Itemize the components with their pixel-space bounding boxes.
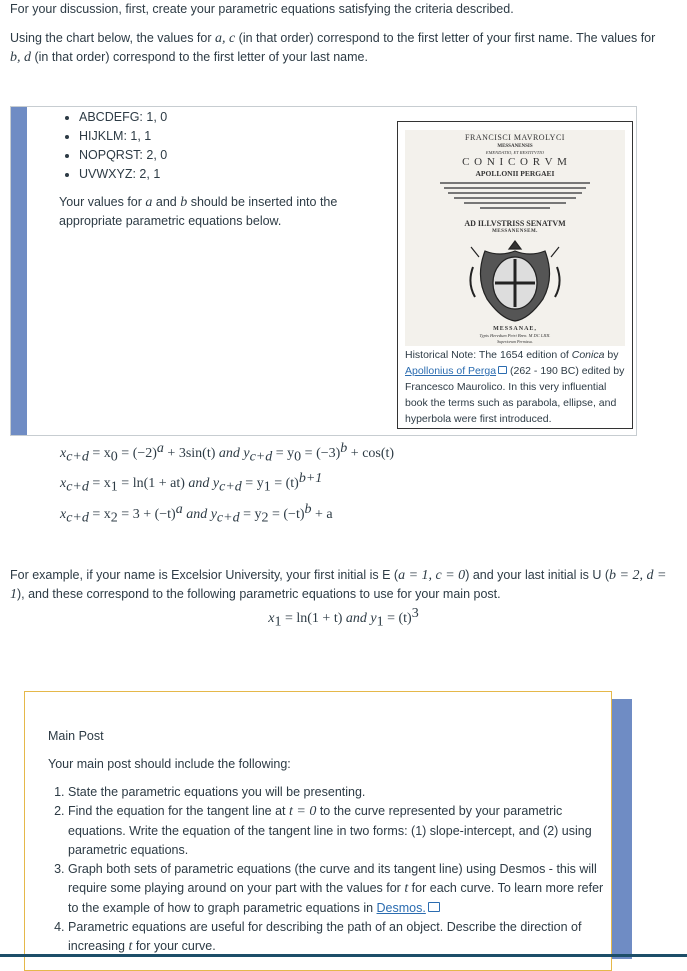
book-title-page-image: FRANCISCI MAVROLYCI MESSANENSIS EMENDATIO, ET RESTITVTIO C O N I C O R V M APOLLONII PERGAEI AD ILLVSTRISS SENATVM MESSANENSEM. MESSANAE, Typis Heredum Petri Bren. M DC LIIII. Superiorum Permissu. [405, 130, 625, 346]
book-figure [397, 121, 633, 429]
accent-bar [11, 107, 27, 435]
list-item: • NOPQRST: 2, 0 [79, 146, 167, 165]
main-post-title: Main Post [48, 729, 104, 743]
list-item: • UVWXYZ: 2, 1 [79, 165, 167, 184]
equation-row-2: $x_{c+d} = x_2 = 3 + (-t)^a$ and $y_{c+d} = y_2 = (-t)^b + a$ [60, 501, 333, 526]
accent-bar [612, 699, 632, 959]
list-item: 2. Find the equation for the tangent line at t = 0 to the curve represented by your parametric equations. Write the equation of the tangent line in two forms: (1) slope-intercept, and (2) using parametric equations. [68, 802, 608, 860]
coat-of-arms-icon [465, 237, 565, 323]
equation-row-1: $x_{c+d} = x_1 = \ln(1 + at)$ and $y_{c+d} = y_1 = (t)^{b+1}$ [60, 470, 323, 495]
letter-value-table [10, 106, 637, 436]
external-link-icon [498, 366, 507, 374]
equation-row-0: $x_{c+d} = x_0 = (-2)^a + 3\sin(t)$ and $y_{c+d} = y_0 = (-3)^b + \cos(t)$ [60, 440, 395, 465]
list-item: • HIJKLM: 1, 1 [79, 127, 167, 146]
example-paragraph: For example, if your name is Excelsior University, your first initial is E (a = 1, c = 0) and your last initial is U (b = 2, d = 1), and these correspond to the following parametric equations to use for your main post. [10, 568, 667, 602]
list-item: 1. State the parametric equations you will be presenting. [68, 783, 608, 802]
list-item: 4. Parametric equations are useful for describing the path of an object. Describe the direction of increasing t for your curve. [68, 918, 608, 957]
letter-code-list [61, 108, 167, 184]
external-link-icon [428, 902, 440, 912]
values-note: Your values for a and b should be inserted into the appropriate parametric equations below. [59, 195, 338, 228]
apollonius-link[interactable]: Apollonius of Perga [405, 365, 497, 377]
example-equation: $x_1 = \ln(1 + t)$ and $y_1 = (t)^3$ [268, 605, 419, 630]
figure-caption: Historical Note: The 1654 edition of Conica by Apollonius of Perga (262 - 190 BC) edited by Francesco Maurolico. In this very influential book the terms such as parabola, ellipse, and hyperbola were first introduced. [405, 349, 625, 425]
list-item: 3. Graph both sets of parametric equations (the curve and its tangent line) using Desmos - this will require some playing around on your part with the values for t for each curve. To learn more refer to the example of how to graph parametric equations in Desmos. [68, 860, 608, 918]
desmos-link[interactable]: Desmos. [376, 900, 426, 915]
instructions: Using the chart below, the values for a, c (in that order) correspond to the first letter of your first name. The values for b, d (in that order) correspond to the first letter of your last name. [10, 31, 656, 65]
book-body-text [440, 180, 590, 216]
task-list [50, 783, 608, 957]
intro-line: For your discussion, first, create your parametric equations satisfying the criteria described. [10, 2, 514, 16]
main-post-intro: Your main post should include the following: [48, 757, 291, 771]
list-item: • ABCDEFG: 1, 0 [79, 108, 167, 127]
